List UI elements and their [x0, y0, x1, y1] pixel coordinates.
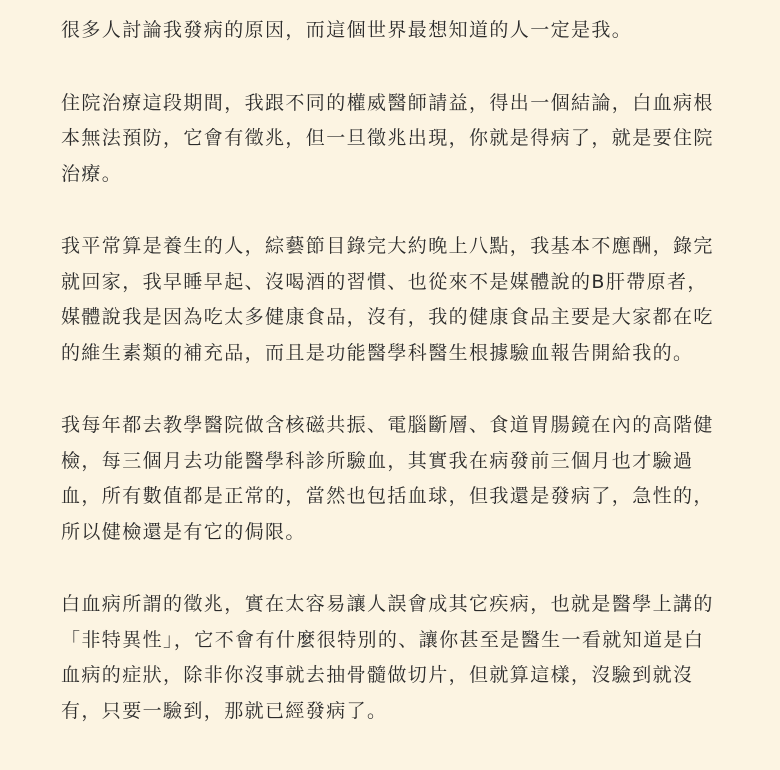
paragraph-2: 住院治療這段期間，我跟不同的權威醫師請益，得出一個結論，白血病根本無法預防，它會有徵兆，但一旦徵兆出現，你就是得病了，就是要住院治療。: [61, 91, 714, 185]
paragraph-4: 我每年都去教學醫院做含核磁共振、電腦斷層、食道胃腸鏡在內的高階健檢，每三個月去功能醫學科診所驗血，其實我在病發前三個月也才驗過血，所有數值都是正常的，當然也包括血球，但我還是發病了，急性的，所以健檢還是有它的侷限。: [61, 414, 714, 543]
article-body: [61, 13, 721, 766]
paragraph-3: 我平常算是養生的人，綜藝節目錄完大約晚上八點，我基本不應酬，錄完就回家，我早睡早起、沒喝酒的習慣、也從來不是媒體說的B肝帶原者，媒體說我是因為吃太多健康食品，沒有，我的健康食品主要是大家都在吃的維生素類的補充品，而且是功能醫學科醫生根據驗血報告開給我的。: [61, 235, 714, 364]
paragraph-1: 很多人討論我發病的原因，而這個世界最想知道的人一定是我。: [61, 19, 633, 41]
paragraph-5: 白血病所謂的徵兆，實在太容易讓人誤會成其它疾病，也就是醫學上講的「非特異性」，它不會有什麼很特別的、讓你甚至是醫生一看就知道是白血病的症狀，除非你沒事就去抽骨髓做切片，但就算這樣，沒驗到就沒有，只要一驗到，那就已經發病了。: [61, 593, 714, 722]
